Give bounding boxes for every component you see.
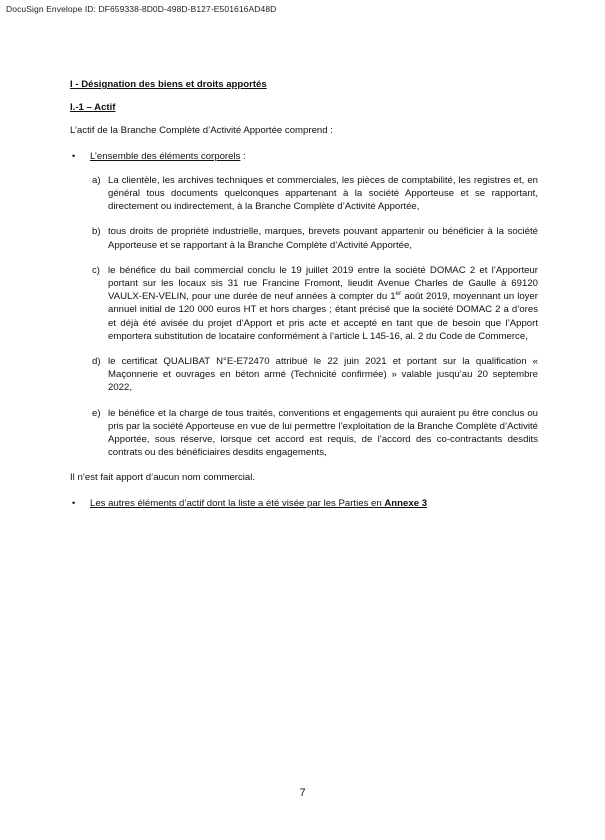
item-text (108, 265, 538, 342)
bullet-suffix: : (240, 150, 246, 162)
item-label: a) (92, 174, 101, 186)
item-text-part: août 2019, moyennant un loyer annuel initial de 120 000 euros HT et hors charges ; étant précisé que la société DOMAC 2 a d’ores et déjà été avisée du projet d’Apport et pris acte et accepté en tant que de besoin que l’Apport emportera substitution de locataire conformément à l’article L 145-16, al. 2 du Code de Commerce, (108, 291, 538, 342)
bullet-label: L’ensemble des éléments corporels (90, 150, 241, 162)
list-item (70, 407, 538, 460)
bullet-text: Les autres éléments d’actif dont la liste a été visée par les Parties en (90, 497, 385, 509)
section-title: I - Désignation des biens et droits apportés (70, 79, 267, 90)
superscript: er (395, 290, 402, 298)
item-label: e) (92, 407, 101, 419)
no-trade-name-paragraph: Il n’est fait apport d’aucun nom commercial. (70, 472, 256, 484)
envelope-id: DocuSign Envelope ID: DF659338-8D0D-498D-B127-E501616AD48D (6, 4, 277, 14)
item-text-part: le bénéfice du bail commercial conclu le 19 juillet 2019 entre la société DOMAC 2 et l’Apporteur portant sur les locaux sis 31 rue Francine Fromont, lieudit Avenue Charles de Gaulle à 69120 VAULX-EN-VELIN, pour une durée de neuf années à compter du 1 (108, 264, 538, 303)
bullet-label (90, 498, 427, 509)
asset-list (70, 174, 538, 460)
item-label: b) (92, 226, 101, 238)
bullet-other-assets (70, 497, 538, 510)
list-item (70, 174, 538, 214)
item-label: c) (92, 264, 100, 276)
annex-reference: Annexe 3 (384, 497, 428, 509)
document-body (70, 78, 538, 521)
bullet-corporal-elements (70, 150, 538, 163)
list-item (70, 264, 538, 343)
bullet-icon: • (72, 150, 76, 161)
bullet-icon: • (72, 497, 76, 508)
item-text: le bénéfice et la charge de tous traités, conventions et engagements qui auraient pu être conclus ou pris par la société Apporteuse en vue de lui permettre l’exploitation de la Branche Complète d’Activité Apportée, sous réserve, lorsque cet accord est requis, de l’accord des co-contractants desdits contrats ou des bénéficiaires desdits engagements, (108, 407, 538, 459)
subsection-title: I.-1 – Actif (70, 102, 116, 114)
list-item (70, 225, 538, 251)
page-number: 7 (299, 787, 306, 799)
item-text: tous droits de propriété industrielle, marques, brevets pouvant appartenir ou bénéficier à la société Apporteuse et se rapportant à la Branche Complète d’Activité Apportée, (108, 226, 538, 251)
list-item (70, 355, 538, 395)
item-text: La clientèle, les archives techniques et commerciales, les pièces de comptabilité, les registres et, en général tous documents quelconques appartenant à la société Apporteuse et se rapportant, directement ou indirectement, à la Branche Complète d’Activité Apportée, (108, 174, 538, 213)
item-text: le certificat QUALIBAT N°E-E72470 attribué le 22 juin 2021 et portant sur la qualification « Maçonnerie et ouvrages en béton armé (Technicité confirmée) » valable jusqu’au 20 septembre 2022, (108, 356, 538, 394)
item-label: d) (92, 356, 101, 368)
intro-paragraph: L’actif de la Branche Complète d’Activité Apportée comprend : (70, 125, 333, 137)
